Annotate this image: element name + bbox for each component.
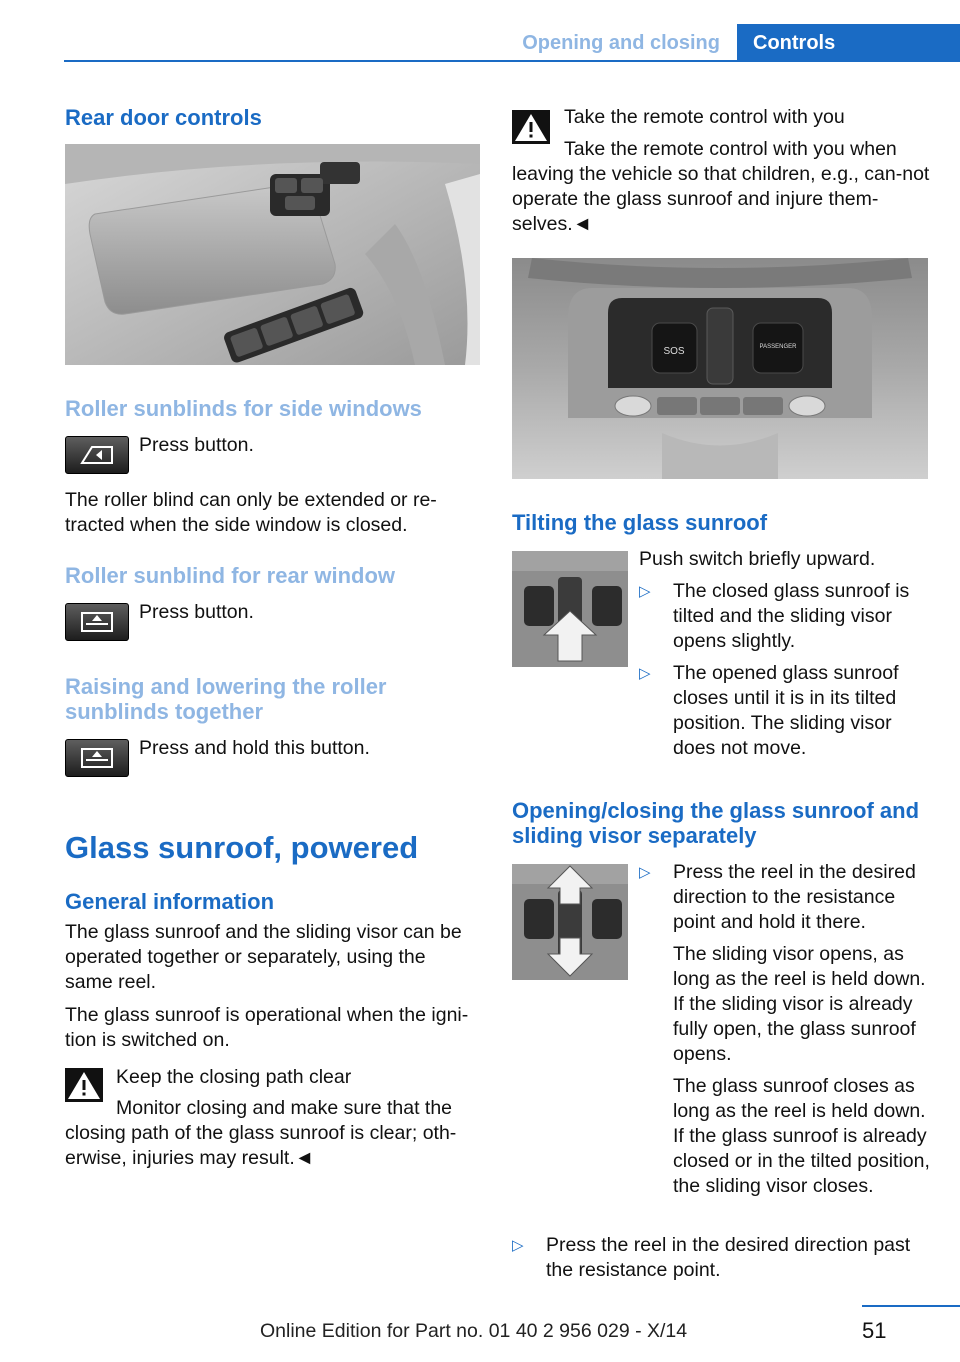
bullet-triangle-icon: ▷ <box>512 1237 524 1254</box>
heading-open-close-separately: Opening/closing the glass sunroof and sliding visor separately <box>512 798 920 848</box>
heading-glass-sunroof-powered: Glass sunroof, powered <box>65 830 419 865</box>
list-item: ▷ The opened glass sunroof closes until it is in its tilted position. The sliding visor does not move. <box>639 662 899 759</box>
rear-door-controls-photo <box>65 144 480 365</box>
rear-press-text: Press button. <box>139 601 254 623</box>
list-item: ▷ The closed glass sunroof is tilted and the sliding visor opens slightly. <box>639 580 910 652</box>
header-section-title: Opening and closing <box>522 32 720 54</box>
footer-divider <box>862 1305 960 1307</box>
general-paragraph-2: The glass sunroof is operational when the igni-tion is switched on. <box>65 1004 469 1051</box>
header-divider <box>64 60 960 62</box>
heading-general-information: General information <box>65 889 275 914</box>
separate-bullet-list <box>639 860 931 1206</box>
bullet-triangle-icon: ▷ <box>639 864 651 881</box>
sunblind-together-icon <box>65 739 129 777</box>
side-note-text: The roller blind can only be extended or re-tracted when the side window is closed. <box>65 489 437 536</box>
warning-title-remote: Take the remote control with you <box>564 106 845 128</box>
heading-roller-sunblinds-side: Roller sunblinds for side windows <box>65 396 422 421</box>
warning-body-closing-path: Monitor closing and make sure that the closing path of the glass sunroof is clear; oth-erwise, injuries may result.◄ <box>65 1097 457 1169</box>
bullet-triangle-icon: ▷ <box>639 665 651 682</box>
reel-separate-photo <box>512 864 628 980</box>
heading-tilting-glass-sunroof: Tilting the glass sunroof <box>512 510 768 535</box>
warning-title-closing-path: Keep the closing path clear <box>116 1066 352 1088</box>
heading-rear-door-controls: Rear door controls <box>65 105 262 130</box>
tilt-switch-photo <box>512 551 628 667</box>
heading-raise-lower-together: Raising and lowering the roller sunblinds together <box>65 674 387 724</box>
list-item: ▷ Press the reel in the desired direction to the resistance point and hold it there. The sliding visor opens, as long as the reel is held down. If the sliding visor is already fully open, the glass sunroof opens. The glass sunroof closes as long as the reel is held down. If the glass sunroof is already closed or in the tilted position, the sliding visor closes. <box>639 861 930 1197</box>
general-paragraph-1: The glass sunroof and the sliding visor can be operated together or separately, using the same reel. <box>65 921 462 993</box>
svg-text:PASSENGER: PASSENGER <box>759 344 797 350</box>
sos-label: SOS <box>663 346 685 357</box>
roof-control-panel-photo <box>512 258 928 479</box>
header-tab-controls: Controls <box>737 24 960 62</box>
tilt-intro-text: Push switch briefly upward. <box>639 548 876 570</box>
bullet-triangle-icon: ▷ <box>639 583 651 600</box>
sunblind-side-icon <box>65 436 129 474</box>
side-press-text: Press button. <box>139 434 254 456</box>
tilt-bullet-list <box>639 579 931 768</box>
footer-edition: Online Edition for Part no. 01 40 2 956 029 - X/14 <box>260 1320 688 1342</box>
list-item: ▷ Press the reel in the desired direction past the resistance point. <box>512 1234 911 1281</box>
together-press-text: Press and hold this button. <box>139 737 370 759</box>
separate-bullet-list-2 <box>512 1233 932 1290</box>
page-number: 51 <box>862 1318 887 1343</box>
heading-roller-sunblind-rear: Roller sunblind for rear window <box>65 563 396 588</box>
sunblind-rear-icon <box>65 603 129 641</box>
warning-body-remote: Take the remote control with you when leaving the vehicle so that children, e.g., can-not operate the glass sunroof and injure them-selves.◄ <box>512 138 930 235</box>
